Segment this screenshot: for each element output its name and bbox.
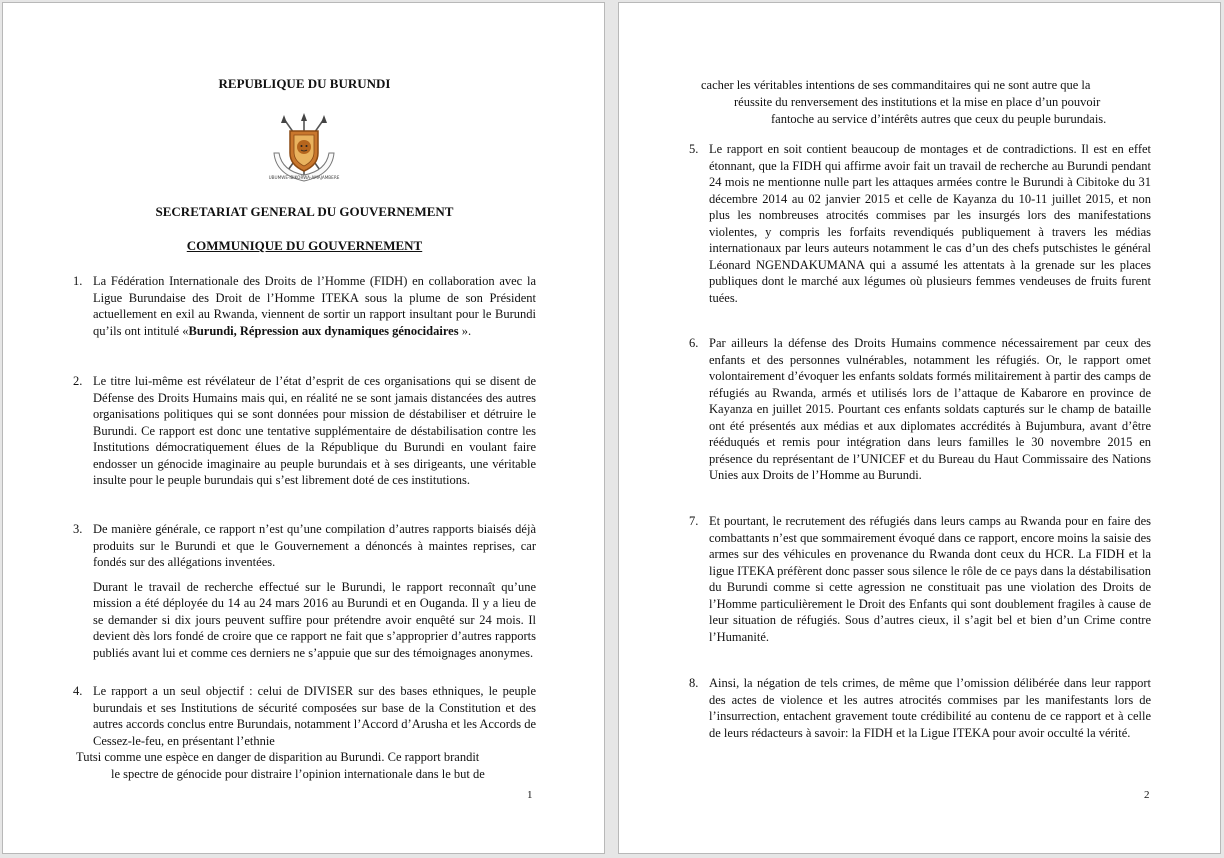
paragraph-text: Par ailleurs la défense des Droits Humains commence nécessairement par ceux des enfants et des personnes vulnérables, notamment les réfugiés. Or, le rapport omet volontairement d’évoquer les enfants soldats formés militairement à partir des camps de réfugiés au Rwanda, armés et utilisés lors de l’attaque de Kabarore en province de Kayanza en juillet 2015. Pourtant ces enfants soldats capturés sur le champ de bataille ont été présentés aux médias et aux diplomates accrédités à Bujumbura, avant d’être rééduqués et remis pour intégration dans leurs familles le 30 novembre 2015 en présence du représentant de l’UNICEF et du Bureau du Haut Commissaire des Nations Unies aux Droits de l’Homme au Burundi. xyxy=(709,336,1151,482)
svg-text:UBUMWE·IBIKORWA·AMAJAMBERE: UBUMWE·IBIKORWA·AMAJAMBERE xyxy=(268,175,340,180)
country-heading: REPUBLIQUE DU BURUNDI xyxy=(218,76,391,91)
paragraph-4-tail-line-2: le spectre de génocide pour distraire l’opinion internationale dans le but de xyxy=(111,767,485,781)
paragraph-number: 1. xyxy=(73,274,83,288)
paragraph-7 xyxy=(689,513,1151,645)
paragraph-text: Le rapport en soit contient beaucoup de montages et de contradictions. Il est en effet étonnant, que la FIDH qui affirme avoir fait un travail de recherche au Burundi pendant 24 mois ne mentionne nulle part les attaques armées contre le Burundi à Cibitoke du 31 décembre 2014 au 02 janvier 2015 et celle de Kayanza du 10-11 juillet 2015, et non plus les nombreuses atrocités commises par les insurgés lors des manifestations violentes, y compris les forfaits revendiqués publiquement à travers les médias internationaux par leurs auteurs notamment le cas d’un des chefs putschistes le général Léonard NGENDAKUMANA qui a assumé les attentats à la grenade sur les places publiques dont le marché aux légumes où plusieurs femmes vendeuses de fruits furent tuées. xyxy=(709,142,1151,305)
paragraph-number: 3. xyxy=(73,522,83,536)
document-page-2 xyxy=(618,2,1221,854)
paragraph-text: Le titre lui-même est révélateur de l’état d’esprit de ces organisations qui se disent de Défense des Droits Humains mais qui, en réalité ne se sont jamais distancées des autres organisations politiques qui se sont données pour mission de déstabiliser et détruire le Burundi. Ce rapport est donc une tentative supplémentaire de déstabilisation contre les Institutions démocratiquement élues de la République du Burundi en voulant faire endosser un génocide imaginaire au peuple burundais et à ses dirigeants, une véritable insulte pour le peuple burundais qui s’est librement doté de ces institutions. xyxy=(93,374,536,487)
paragraph-5 xyxy=(689,141,1151,306)
paragraph-1 xyxy=(73,273,536,339)
paragraph-number: 7. xyxy=(689,514,699,528)
page-number: 2 xyxy=(1144,789,1150,801)
page-number: 1 xyxy=(527,789,533,801)
paragraph-number: 6. xyxy=(689,336,699,350)
continuation-line-2: réussite du renversement des institutions et la mise en place d’un pouvoir xyxy=(734,95,1101,109)
continuation-line-3: fantoche au service d’intérêts autres que ceux du peuple burundais. xyxy=(771,112,1107,126)
paragraph-number: 4. xyxy=(73,684,83,698)
paragraph-3 xyxy=(73,521,536,661)
paragraph-text: La Fédération Internationale des Droits de l’Homme (FIDH) en collaboration avec la Ligue Burundaise des Droit de l’Homme ITEKA sous la plume de son Président actuellement en exil au Rwanda, viennent de sortir un rapport insultant pour le Burundi qu’ils ont intitulé « xyxy=(93,274,536,338)
paragraph-text: Le rapport a un seul objectif : celui de DIVISER sur des bases ethniques, le peuple burundais et ses Institutions de sécurité composées sur base de la Constitution et des autres accords conclus entre Burundais, notamment l’Accord d’Arusha et les Accords de Cessez-le-feu, en présentant l’ethnie xyxy=(93,684,536,748)
paragraph-2 xyxy=(73,373,536,489)
paragraph-8 xyxy=(689,675,1151,741)
paragraph-text: De manière générale, ce rapport n’est qu’une compilation d’autres rapports biaisés déjà produits sur le Burundi et que le Gouvernement a dénoncés à maintes reprises, car fondés sur des allégations inventées. xyxy=(93,522,536,569)
paragraph-4-tail-line-1: Tutsi comme une espèce en danger de disparition au Burundi. Ce rapport brandit xyxy=(76,750,480,764)
communique-title: COMMUNIQUE DU GOUVERNEMENT xyxy=(186,238,423,253)
continuation-line-1: cacher les véritables intentions de ses commanditaires qui ne sont autre que la xyxy=(701,78,1091,92)
office-heading: SECRETARIAT GENERAL DU GOUVERNEMENT xyxy=(155,204,454,219)
paragraph-text: Ainsi, la négation de tels crimes, de même que l’omission délibérée dans leur rapport des actes de violence et les autres atrocités commises par les manifestants lors de l’insurrection, entachent gravement toute crédibilité au contenu de ce rapport et à celle de leurs rédacteurs à savoir: la FIDH et la Ligue ITEKA pour avoir occulté la vérité. xyxy=(709,676,1151,740)
paragraph-text: Et pourtant, le recrutement des réfugiés dans leurs camps au Rwanda pour en faire des combattants n’est que sommairement évoqué dans ce rapport, encore moins la saisie des armes sur des véhicules en provenance du Rwanda dont ceux du HCR. La FIDH et la ligue ITEKA préfèrent donc passer sous silence le rôle de ce pays dans la déstabilisation du Burundi comme si cette agression ne constituait pas une violation des Droits de l’Homme particulièrement le Droit des Enfants qui sont doublement fragiles à cause de leur situation de réfugiés. Sous d’autres cieux, il s’agit bel et bien d’un Crime contre l’Humanité. xyxy=(709,514,1151,644)
paragraph-number: 8. xyxy=(689,676,699,690)
paragraph-number: 5. xyxy=(689,142,699,156)
paragraph-6 xyxy=(689,335,1151,484)
paragraph-text-continued: Durant le travail de recherche effectué sur le Burundi, le rapport reconnaît qu’une mission a été déployée du 14 au 24 mars 2016 au Burundi et en Ouganda. Il y a lieu de se demander si dix jours peuvent suffire pour prétendre avoir enquêté sur 24 mois. Il devient dès lors fondé de croire que ce rapport ne fait que s’approprier d’autres rapports publiés avant lui et comme ces derniers ne s’appuie que sur des témoignages anonymes. xyxy=(93,579,536,660)
paragraph-4 xyxy=(73,683,536,749)
paragraph-number: 2. xyxy=(73,374,83,388)
paragraph-text-end: ». xyxy=(458,323,472,338)
coat-of-arms-emblem xyxy=(266,113,342,189)
document-page-1 xyxy=(2,2,605,854)
report-title-bold: Burundi, Répression aux dynamiques génocidaires xyxy=(188,323,459,338)
